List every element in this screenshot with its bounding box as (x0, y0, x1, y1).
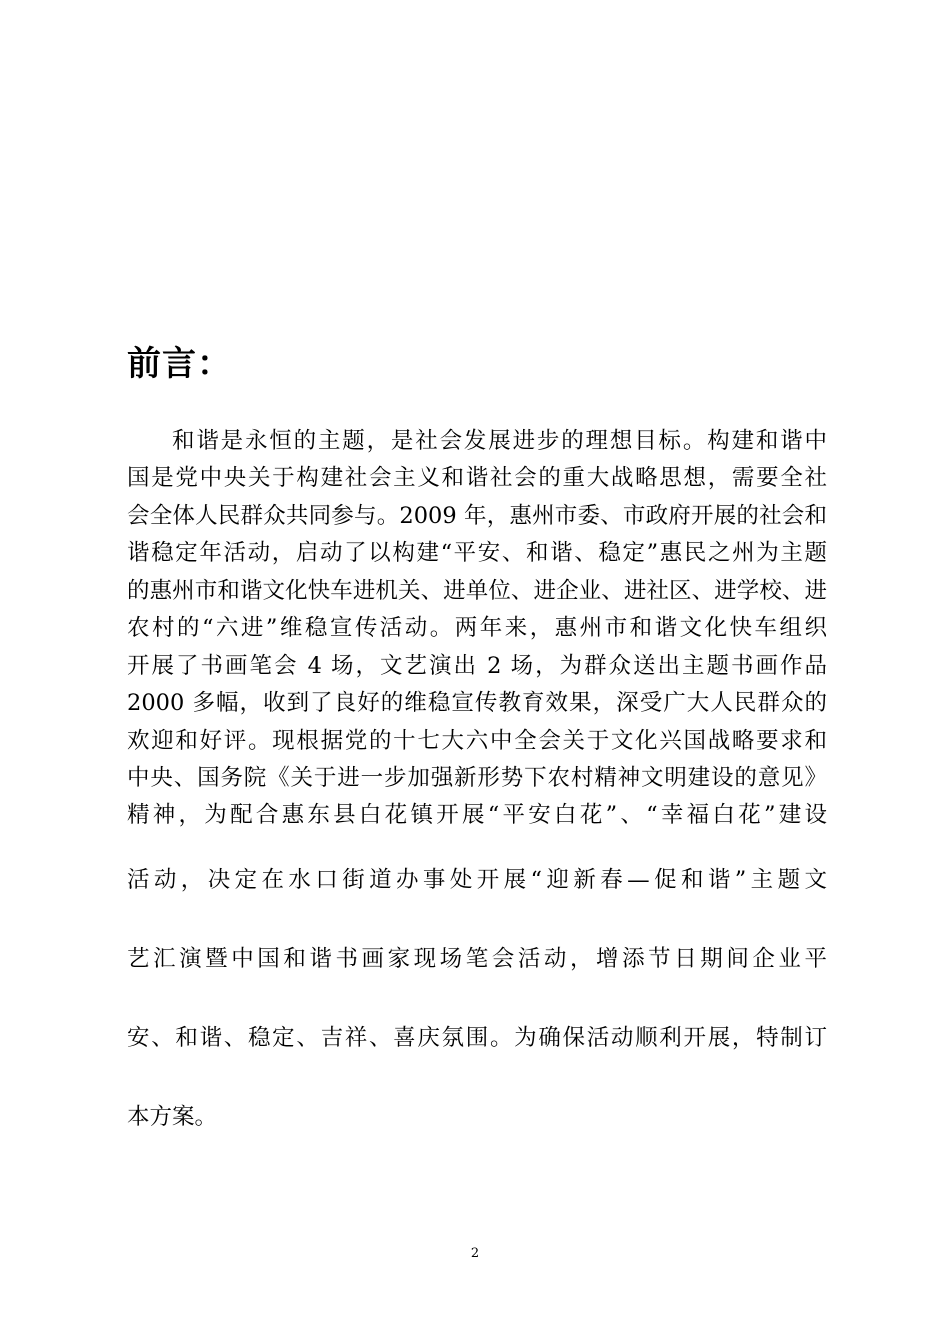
paragraph-line: 农村的“六进”维稳宣传活动。两年来，惠州市和谐文化快车组织 (127, 615, 827, 641)
paragraph-line: 的惠州市和谐文化快车进机关、进单位、进企业、进社区、进学校、进 (127, 578, 827, 604)
paragraph-line: 中央、国务院《关于进一步加强新形势下农村精神文明建设的意见》 (127, 765, 827, 791)
paragraph-line: 国是党中央关于构建社会主义和谐社会的重大战略思想，需要全社 (127, 465, 827, 491)
paragraph-line: 和谐是永恒的主题，是社会发展进步的理想目标。构建和谐中 (172, 428, 827, 454)
paragraph-line: 2000 多幅，收到了良好的维稳宣传教育效果，深受广大人民群众的 (127, 690, 827, 716)
paragraph-line: 艺汇演暨中国和谐书画家现场笔会活动，增添节日期间企业平 (127, 946, 827, 972)
paragraph-line: 安、和谐、稳定、吉祥、喜庆氛围。为确保活动顺利开展，特制订 (127, 1025, 827, 1051)
section-heading: 前言： (127, 344, 232, 384)
paragraph-line: 开展了书画笔会 4 场，文艺演出 2 场，为群众送出主题书画作品 (127, 653, 827, 679)
page-number: 2 (470, 1246, 480, 1261)
paragraph-line: 活动，决定在水口街道办事处开展“迎新春—促和谐”主题文 (127, 867, 827, 893)
paragraph-line: 精神，为配合惠东县白花镇开展“平安白花”、“幸福白花”建设 (127, 802, 827, 828)
paragraph-line: 谐稳定年活动，启动了以构建“平安、和谐、稳定”惠民之州为主题 (127, 540, 827, 566)
paragraph-line: 欢迎和好评。现根据党的十七大六中全会关于文化兴国战略要求和 (127, 728, 827, 754)
paragraph-line: 会全体人民群众共同参与。2009 年，惠州市委、市政府开展的社会和 (127, 503, 827, 529)
paragraph-line: 本方案。 (127, 1104, 218, 1130)
